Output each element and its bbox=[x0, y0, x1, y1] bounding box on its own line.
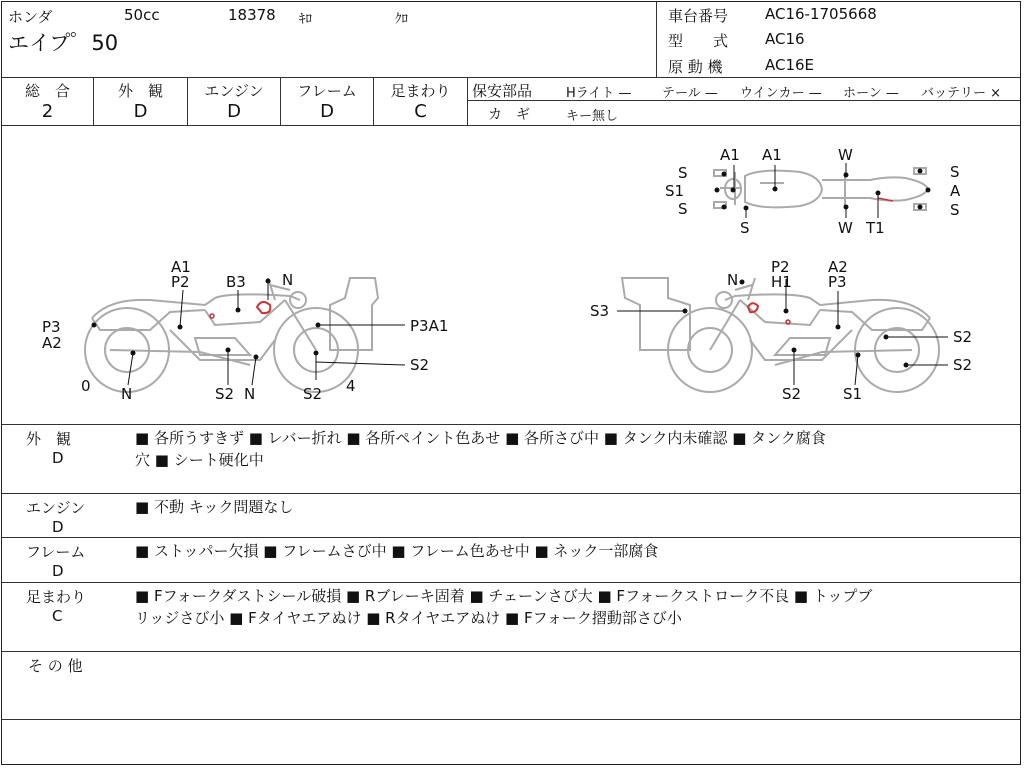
right-label-s2: S2 bbox=[953, 328, 973, 346]
comment-frame-text: ■ ストッパー欠損 ■ フレームさび中 ■ フレーム色あせ中 ■ ネック一部腐食 bbox=[135, 542, 659, 560]
left-label-n: N bbox=[282, 271, 294, 289]
comment-engine-label: エンジン bbox=[26, 499, 86, 517]
top-label-a1: A1 bbox=[762, 146, 782, 164]
frame-no-label: 車台番号 bbox=[668, 7, 729, 25]
comment-other-label: そ の 他 bbox=[28, 657, 83, 675]
rule-grades-top bbox=[2, 77, 1020, 78]
left-label-four: 4 bbox=[346, 377, 356, 395]
right-label-n: N bbox=[727, 271, 739, 289]
left-label-s2: S2 bbox=[303, 385, 323, 403]
right-side-bike bbox=[622, 278, 939, 392]
left-label-s2: S2 bbox=[215, 385, 235, 403]
top-label-a: A bbox=[950, 182, 961, 200]
right-label-s1: S1 bbox=[843, 385, 863, 403]
comment-engine-text: ■ 不動 キック問題なし bbox=[135, 498, 294, 516]
comment-exterior-text: ■ 各所うすきず ■ レバー折れ ■ 各所ペイント色あせ ■ 各所さび中 ■ タンク内未確認 ■ タンク腐食 bbox=[135, 429, 826, 447]
engine-label: 原 動 機 bbox=[668, 58, 723, 76]
safety-item-headlight: Hライト — bbox=[566, 86, 632, 101]
safety-item-horn: ホーン — bbox=[843, 86, 899, 101]
comment-engine-grade: D bbox=[52, 518, 64, 536]
right-label-p2: P2 bbox=[771, 258, 790, 276]
grade-frame-label: フレーム bbox=[297, 82, 357, 100]
grade-exterior-value: D bbox=[133, 101, 148, 122]
top-label-s1: S1 bbox=[665, 182, 685, 200]
header-divider bbox=[656, 2, 657, 78]
rule-comment-2 bbox=[2, 537, 1020, 538]
maker: ホンダ bbox=[8, 8, 53, 26]
comment-exterior-label: 外 観 bbox=[26, 430, 72, 448]
grade-overall-value: 2 bbox=[41, 101, 54, 122]
right-label-a2: A2 bbox=[828, 258, 848, 276]
mileage: 18378 bbox=[228, 6, 276, 24]
top-label-s: S bbox=[678, 200, 688, 218]
comment-suspension-text2: リッジさび小 ■ Fタイヤエアぬけ ■ Rタイヤエアぬけ ■ Fフォーク摺動部さび小 bbox=[135, 609, 682, 627]
engine-value: AC16E bbox=[765, 56, 815, 74]
comment-suspension-text: ■ Fフォークダストシール破損 ■ Rブレーキ固着 ■ チェーンさび大 ■ Fフォークストローク不良 ■ トップブ bbox=[135, 587, 873, 605]
top-label-s: S bbox=[950, 163, 960, 181]
displacement: 50cc bbox=[124, 6, 160, 24]
mileage-unit: ｷﾛ bbox=[299, 12, 312, 27]
grade-overall-label: 総 合 bbox=[24, 82, 70, 100]
key-label: カ ギ bbox=[488, 107, 530, 123]
left-label-p3: P3 bbox=[42, 318, 61, 336]
top-label-w: W bbox=[838, 146, 853, 164]
left-label-b3: B3 bbox=[226, 273, 246, 291]
top-label-s: S bbox=[678, 164, 688, 182]
grade-suspension-value: C bbox=[414, 101, 427, 122]
left-label-p3a1: P3A1 bbox=[410, 317, 449, 335]
comment-suspension-grade: C bbox=[52, 607, 63, 625]
comment-frame-grade: D bbox=[52, 562, 64, 580]
rule-comment-4 bbox=[2, 651, 1020, 652]
left-side-bike bbox=[85, 278, 378, 392]
top-label-s: S bbox=[950, 201, 960, 219]
model-name: エイプ゜50 bbox=[8, 31, 119, 55]
safety-item-tail: テール — bbox=[662, 86, 718, 101]
grade-divider bbox=[467, 78, 468, 125]
right-label-p3: P3 bbox=[828, 273, 847, 291]
left-label-zero: 0 bbox=[81, 377, 91, 395]
grade-engine-label: エンジン bbox=[204, 82, 264, 100]
top-label-a1: A1 bbox=[720, 146, 740, 164]
rule-diagram-bottom bbox=[2, 424, 1020, 425]
right-label-s2: S2 bbox=[782, 385, 802, 403]
safety-item-winker: ウインカー — bbox=[740, 86, 822, 101]
right-label-s2: S2 bbox=[953, 356, 973, 374]
left-label-a1: A1 bbox=[171, 258, 191, 276]
grade-frame-value: D bbox=[320, 101, 334, 122]
left-label-s2: S2 bbox=[410, 356, 430, 374]
grade-suspension-label: 足まわり bbox=[390, 82, 451, 100]
top-label-t1: T1 bbox=[866, 219, 885, 237]
right-label-h1: H1 bbox=[771, 273, 792, 291]
comment-suspension-label: 足まわり bbox=[26, 588, 87, 606]
grade-exterior-label: 外 観 bbox=[117, 82, 163, 100]
left-label-n: N bbox=[244, 385, 256, 403]
right-label-s3: S3 bbox=[590, 302, 610, 320]
left-label-n: N bbox=[121, 385, 133, 403]
key-value: キー無し bbox=[566, 109, 619, 124]
type-value: AC16 bbox=[765, 30, 805, 48]
safety-item-battery: バッテリー × bbox=[921, 86, 1002, 101]
frame-no: AC16-1705668 bbox=[765, 5, 877, 23]
comment-exterior-grade: D bbox=[52, 449, 64, 467]
left-label-p2: P2 bbox=[171, 273, 190, 291]
color: ｸﾛ bbox=[395, 12, 408, 27]
safety-label: 保安部品 bbox=[472, 82, 533, 100]
top-view-bike bbox=[714, 168, 928, 210]
top-label-s: S bbox=[740, 219, 750, 237]
rule-comment-3 bbox=[2, 582, 1020, 583]
comment-exterior-text2: 穴 ■ シート硬化中 bbox=[135, 451, 264, 469]
rule-comment-1 bbox=[2, 493, 1020, 494]
rule-comment-5 bbox=[2, 719, 1020, 720]
type-label: 型 式 bbox=[668, 32, 729, 50]
comment-frame-label: フレーム bbox=[26, 543, 86, 561]
grade-engine-value: D bbox=[227, 101, 241, 122]
damage-diagram bbox=[0, 126, 1022, 424]
left-label-a2: A2 bbox=[42, 334, 62, 352]
top-label-w: W bbox=[838, 219, 853, 237]
